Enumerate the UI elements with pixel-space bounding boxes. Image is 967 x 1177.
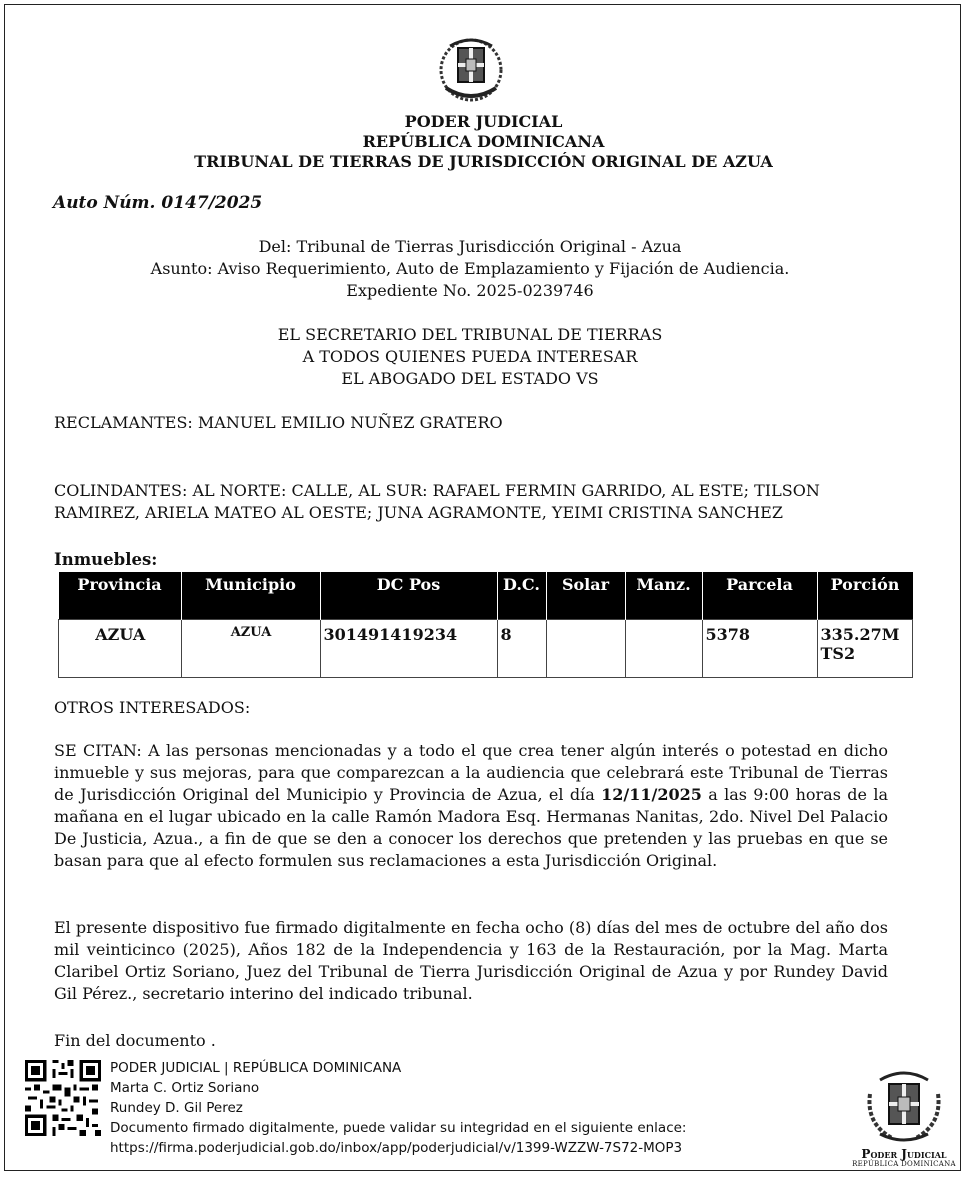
col-dc-pos: DC Pos: [320, 572, 497, 620]
col-parcela: Parcela: [702, 572, 817, 620]
address-line-1: EL SECRETARIO DEL TRIBUNAL DE TIERRAS: [277, 325, 663, 344]
address-line-3: EL ABOGADO DEL ESTADO VS: [341, 369, 599, 388]
seal-subcaption: REPÚBLICA DOMINICANA: [852, 1160, 956, 1168]
signature-footer: [110, 1058, 686, 1158]
footer-institution: PODER JUDICIAL | REPÚBLICA DOMINICANA: [110, 1060, 402, 1076]
inmuebles-label: Inmuebles:: [54, 550, 158, 569]
otros-interesados: OTROS INTERESADOS:: [54, 698, 251, 717]
se-citan-paragraph: [54, 740, 888, 872]
cell-parcela: 5378: [702, 620, 817, 678]
se-citan-text-2: a las 9:00 horas de la mañana en el lugar ubicado en la calle Ramón Madora Esq. Hermanas Nanitas, 2do. Nivel Del Palacio De Justicia, Azua., a fin de que se den a conocer los derechos que pretenden y las pruebas en que se basan para que al efecto formulen sus reclamaciones a esta Jurisdicción Original.: [54, 785, 888, 870]
inmuebles-table: [58, 572, 913, 678]
coat-of-arms-icon: [436, 32, 506, 104]
footer-signer-2: Rundey D. Gil Perez: [110, 1100, 243, 1116]
header-institution: PODER JUDICIAL: [404, 112, 563, 131]
qr-code-icon[interactable]: [25, 1060, 101, 1136]
fin-documento: Fin del documento .: [54, 1031, 216, 1050]
reclamantes: RECLAMANTES: MANUEL EMILIO NUÑEZ GRATERO: [54, 413, 503, 432]
col-municipio: Municipio: [181, 572, 320, 620]
cell-municipio: AZUA: [181, 620, 320, 678]
table-header-row: [59, 572, 913, 620]
cell-provincia: AZUA: [59, 620, 182, 678]
hearing-date: 12/11/2025: [601, 785, 702, 804]
header-tribunal: TRIBUNAL DE TIERRAS DE JURISDICCIÓN ORIGINAL DE AZUA: [194, 152, 773, 171]
cell-porcion: 335.27MTS2: [817, 620, 913, 678]
cell-dc: 8: [497, 620, 546, 678]
col-solar: Solar: [546, 572, 625, 620]
cell-dc-pos: 301491419234: [320, 620, 497, 678]
cell-manz: [625, 620, 702, 678]
address-line-2: A TODOS QUIENES PUEDA INTERESAR: [302, 347, 638, 366]
seal-caption: Poder Judicial: [861, 1147, 947, 1161]
cell-solar: [546, 620, 625, 678]
col-porcion: Porción: [817, 572, 913, 620]
col-manz: Manz.: [625, 572, 702, 620]
col-provincia: Provincia: [59, 572, 182, 620]
colindantes: COLINDANTES: AL NORTE: CALLE, AL SUR: RAFAEL FERMIN GARRIDO, AL ESTE; TILSON RAMIREZ, ARIELA MATEO AL OESTE; JUNA AGRAMONTE, YEIMI CRISTINA SANCHEZ: [54, 481, 820, 522]
footer-validation-note: Documento firmado digitalmente, puede validar su integridad en el siguiente enlace:: [110, 1120, 687, 1136]
footer-validation-link[interactable]: https://firma.poderjudicial.gob.do/inbox/app/poderjudicial/v/1399-WZZW-7S72-MOP3: [110, 1140, 683, 1156]
footer-signer-1: Marta C. Ortiz Soriano: [110, 1080, 260, 1096]
seal-icon: [862, 1064, 946, 1144]
header-country: REPÚBLICA DOMINICANA: [362, 132, 605, 151]
se-citan-text-1: SE CITAN: A las personas mencionadas y a todo el que crea tener algún interés o potestad en dicho inmueble y sus mejoras, para que comparezcan a la audiencia que celebrará este Tribunal de Tierras de Jurisdicción Original del Municipio y Provincia de Azua, el día: [54, 741, 888, 804]
table-row: [59, 620, 913, 678]
meta-expediente: Expediente No. 2025-0239746: [346, 281, 594, 300]
meta-asunto: Asunto: Aviso Requerimiento, Auto de Emplazamiento y Fijación de Audiencia.: [150, 259, 790, 278]
auto-number: Auto Núm. 0147/2025: [53, 193, 263, 213]
col-dc: D.C.: [497, 572, 546, 620]
firmado-paragraph: El presente dispositivo fue firmado digitalmente en fecha ocho (8) días del mes de octubre del año dos mil veinticinco (2025), Años 182 de la Independencia y 163 de la Restauración, por la Mag. Marta Claribel Ortiz Soriano, Juez del Tribunal de Tierra Jurisdicción Original de Azua y por Rundey David Gil Pérez., secretario interino del indicado tribunal.: [54, 918, 888, 1003]
meta-del: Del: Tribunal de Tierras Jurisdicción Original - Azua: [258, 237, 682, 256]
